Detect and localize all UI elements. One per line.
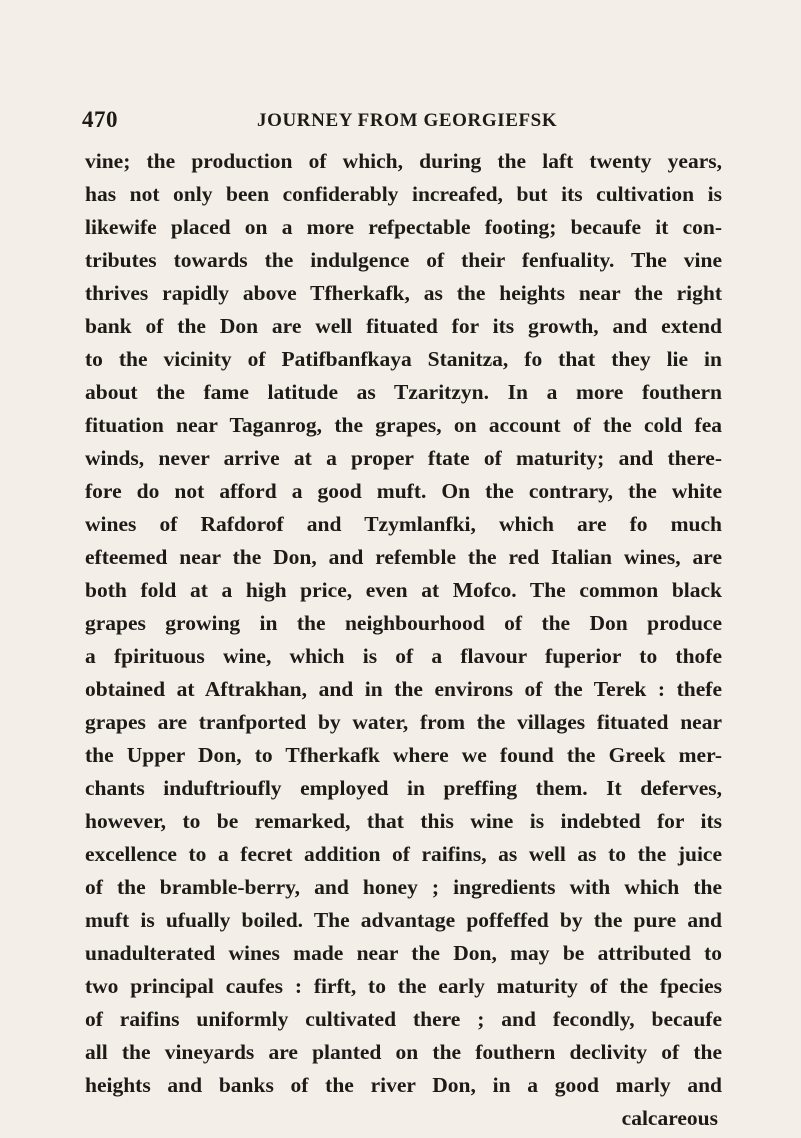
text-line: obtained at Aftrakhan, and in the environs of the Terek : thefe	[85, 677, 722, 701]
text-line: fore do not afford a good muft. On the contrary, the white	[85, 479, 722, 503]
text-line: the Upper Don, to Tfherkafk where we found the Greek mer-	[85, 743, 722, 767]
text-line: to the vicinity of Patifbanfkaya Stanitza, fo that they lie in	[85, 347, 722, 371]
text-line: likewife placed on a more refpectable footing; becaufe it con-	[85, 215, 722, 239]
text-line: all the vineyards are planted on the fouthern declivity of the	[85, 1040, 722, 1064]
text-line: heights and banks of the river Don, in a good marly and	[85, 1073, 722, 1097]
text-line: of raifins uniformly cultivated there ; and fecondly, becaufe	[85, 1007, 722, 1031]
text-line: efteemed near the Don, and refemble the red Italian wines, are	[85, 545, 722, 569]
text-line: bank of the Don are well fituated for its growth, and extend	[85, 314, 722, 338]
text-line: winds, never arrive at a proper ftate of maturity; and there-	[85, 446, 722, 470]
text-line: wines of Rafdorof and Tzymlanfki, which are fo much	[85, 512, 722, 536]
text-line: chants induftrioufly employed in preffing them. It deferves,	[85, 776, 722, 800]
text-line: grapes are tranfported by water, from the villages fituated near	[85, 710, 722, 734]
text-line: tributes towards the indulgence of their fenfuality. The vine	[85, 248, 722, 272]
text-line: grapes growing in the neighbourhood of the Don produce	[85, 611, 722, 635]
text-line: excellence to a fecret addition of raifins, as well as to the juice	[85, 842, 722, 866]
text-line: muft is ufually boiled. The advantage poffeffed by the pure and	[85, 908, 722, 932]
page-header	[82, 107, 722, 135]
catchword: calcareous	[621, 1106, 718, 1130]
text-line: both fold at a high price, even at Mofco. The common black	[85, 578, 722, 602]
text-line: vine; the production of which, during the laft twenty years,	[85, 149, 722, 173]
text-line: about the fame latitude as Tzaritzyn. In a more fouthern	[85, 380, 722, 404]
text-line: of the bramble-berry, and honey ; ingredients with which the	[85, 875, 722, 899]
text-line: thrives rapidly above Tfherkafk, as the heights near the right	[85, 281, 722, 305]
text-line: however, to be remarked, that this wine is indebted for its	[85, 809, 722, 833]
text-line: a fpirituous wine, which is of a flavour fuperior to thofe	[85, 644, 722, 668]
page-number: 470	[82, 107, 118, 132]
text-line: fituation near Taganrog, the grapes, on account of the cold fea	[85, 413, 722, 437]
text-line: has not only been confiderably increafed, but its cultivation is	[85, 182, 722, 206]
text-line: unadulterated wines made near the Don, may be attributed to	[85, 941, 722, 965]
text-line: two principal caufes : firft, to the early maturity of the fpecies	[85, 974, 722, 998]
body-text	[85, 145, 722, 1135]
running-head: JOURNEY FROM GEORGIEFSK	[257, 110, 558, 131]
